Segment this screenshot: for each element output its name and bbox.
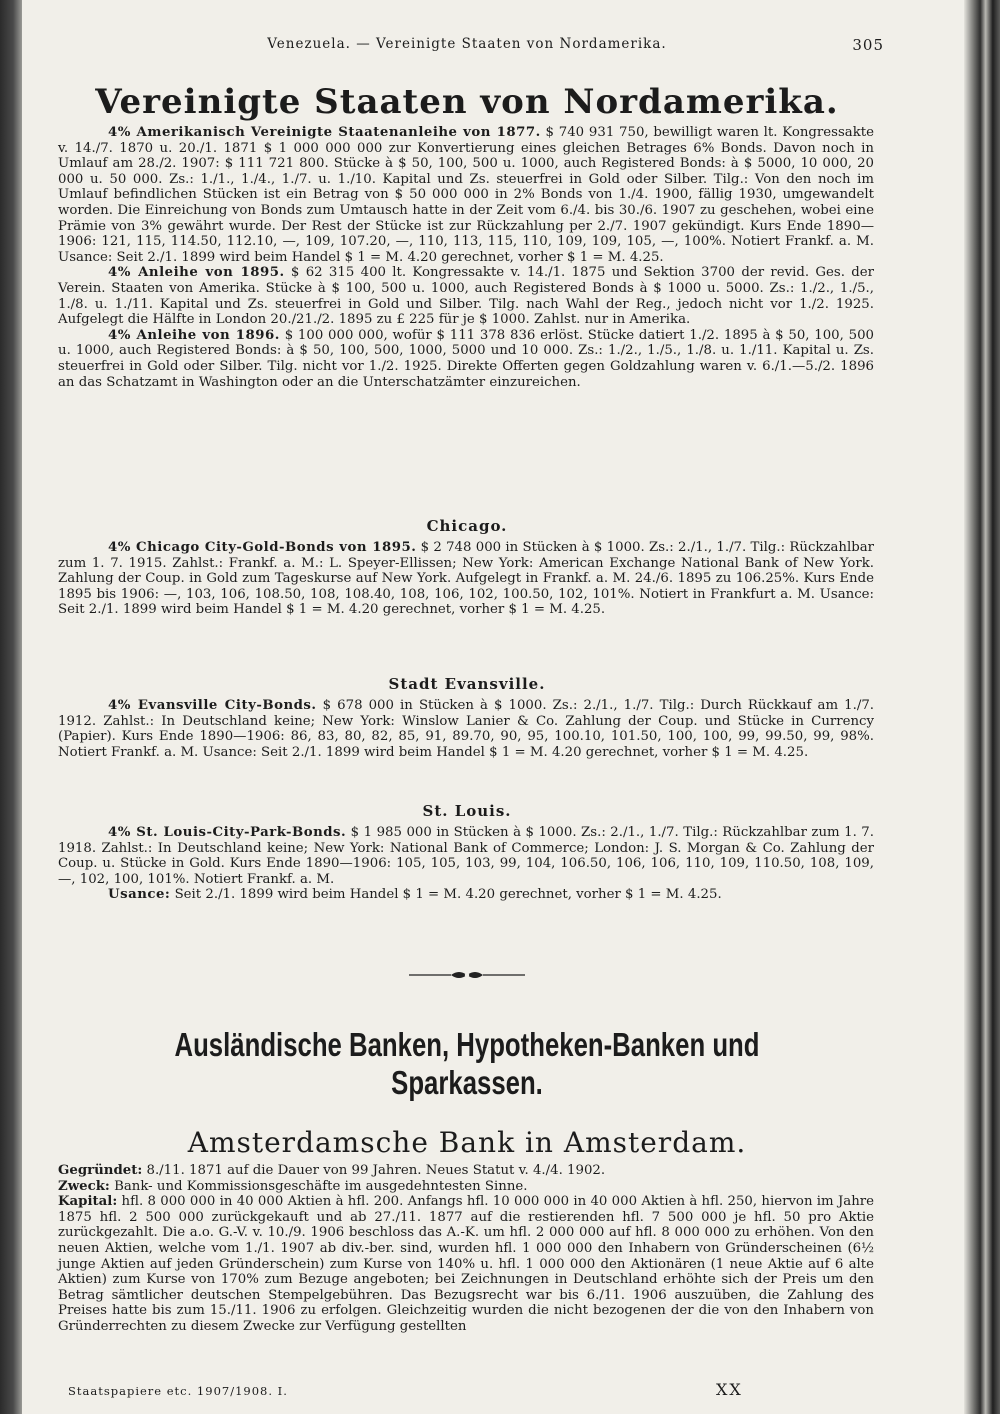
bank-title: Amsterdamsche Bank in Amsterdam. — [187, 1126, 747, 1159]
stlouis-heading: St. Louis. — [422, 802, 512, 820]
usa-loan-1877-heading: 4% Amerikanisch Vereinigte Staatenanleihe von 1877. — [108, 125, 541, 140]
page-title: Vereinigte Staaten von Nordamerika. — [95, 82, 839, 122]
section-title-foreign-banks: Ausländische Banken, Hypotheken-Banken und Sparkassen. — [174, 1026, 760, 1101]
book-binding-right-edge — [964, 0, 1000, 1414]
bank-capital-paragraph — [58, 1194, 874, 1334]
bank-capital-text: hfl. 8 000 000 in 40 000 Aktien à hfl. 200. Anfangs hfl. 10 000 000 in 40 000 Aktien à hfl. 250, hiervon im Jahre 1875 hfl. 2 500 000 zurückgekauft und ab 27./11. 1877 auf die restierenden hfl. 7 500 000 je hfl. 50 pro Aktie zurückgezahlt. Die a.o. G.-V. v. 10./9. 1906 beschloss das A.-K. um hfl. 2 000 000 auf hfl. 8 000 000 zu erhöhen. Von den neuen Aktien, welche vom 1./1. 1907 ab div.-ber. sind, wurden hfl. 1 000 000 den Inhabern von Gründerscheinen (6½ junge Aktien auf jeden Gründerschein) zum Kurse von 140% u. hfl. 1 000 000 den Aktionären (1 neue Aktie auf 6 alte Aktien) zum Kurse von 170% zum Bezuge angeboten; bei Zeichnungen in Deutschland erhöhte sich der Preis um den Betrag sämtlicher deutschen Stempelgebühren. Das Bezugsrecht war bis 6./11. 1906 auszuüben, die Zahlung des Preises hatte bis zum 15./11. 1906 zu erfolgen. Gleichzeitig wurden die nicht bezogenen der die von den Inhabern von Gründerrechten zu diesem Zwecke zur Verfügung gestellten — [58, 1194, 874, 1334]
ornament-divider — [58, 967, 876, 981]
usa-loan-1895-text: $ 62 315 400 lt. Kongressakte v. 14./1. 1875 und Sektion 3700 der revid. Ges. der Verein. Staaten von Amerika. Stücke à $ 100, 500 u. 1000, auch Registered Bonds à $ 1000 u. 5000. Zs.: 1./2., 1./5., 1./8. u. 1./11. Kapital und Zs. steuerfrei in Gold und Silber. Tilg. nach Wahl der Reg., jedoch nicht vor 1./2. 1925. Aufgelegt die Hälfte in London 20./21./2. 1895 zu £ 225 für je $ 1000. Zahlst. nur in Amerika. — [58, 265, 874, 328]
chicago-paragraph — [58, 540, 874, 618]
footer-publication: Staatspapiere etc. 1907/1908. I. — [68, 1384, 288, 1398]
stlouis-bonds-text: $ 1 985 000 in Stücken à $ 1000. Zs.: 2./1., 1./7. Tilg.: Rückzahlbar zum 1. 7. 1918. Zahlst.: In Deutschland keine; New York: National Bank of Commerce; London: J. S. Morgan & Co. Zahlung der Coup. u. Stücke in Gold. Kurs Ende 1890—1906: 105, 105, 103, 99, 104, 106.50, 106, 106, 110, 109, 110.50, 108, 109, —, 102, 100, 101%. Notiert Frankf. a. M. — [58, 825, 874, 887]
usa-loan-1896-heading: 4% Anleihe von 1896. — [108, 327, 280, 343]
running-head: Venezuela. — Vereinigte Staaten von Nordamerika. — [267, 36, 667, 52]
bank-section — [58, 1163, 874, 1335]
stlouis-paragraph — [58, 825, 874, 887]
footer-signature: XX — [716, 1380, 743, 1399]
usa-loan-1896-text: $ 100 000 000, wofür $ 111 378 836 erlöst. Stücke datiert 1./2. 1895 à $ 50, 100, 500 u. 1000, auch Registered Bonds: à $ 50, 100, 500, 1000, 5000 und 10 000. Zs.: 1./2., 1./5., 1./8. u. 1./11. Kapital u. Zs. steuerfrei in Gold oder Silber. Tilg. nicht vor 1./2. 1925. Direkte Offerten gegen Goldzahlung waren v. 6./1.—5./2. 1896 an das Schatzamt in Washington oder an die Unterschatzämter einzureichen. — [58, 327, 874, 390]
bank-purpose-text: Bank- und Kommissionsgeschäfte im ausgedehntesten Sinne. — [114, 1178, 528, 1194]
stlouis-section — [58, 825, 874, 903]
bank-founded-label: Gegründet: — [58, 1163, 143, 1178]
bank-capital-label: Kapital: — [58, 1194, 118, 1210]
stlouis-bonds-heading: 4% St. Louis-City-Park-Bonds. — [108, 825, 347, 840]
ornament-flourish-icon — [407, 968, 527, 982]
stlouis-usance-label: Usance: — [108, 887, 171, 903]
chicago-heading: Chicago. — [426, 517, 508, 535]
usa-loan-1877-paragraph — [58, 125, 874, 265]
stlouis-usance-paragraph — [58, 887, 874, 903]
usa-loan-1895-paragraph — [58, 265, 874, 327]
bank-purpose-label: Zweck: — [58, 1178, 110, 1194]
usa-section — [58, 125, 874, 390]
bank-founded-line — [58, 1163, 874, 1179]
bank-purpose-line — [58, 1179, 874, 1195]
evansville-bonds-heading: 4% Evansville City-Bonds. — [108, 698, 317, 713]
chicago-bonds-text: $ 2 748 000 in Stücken à $ 1000. Zs.: 2./1., 1./7. Tilg.: Rückzahlbar zum 1. 7. 1915. Zahlst.: Frankf. a. M.: L. Speyer-Ellissen; New York: American Exchange National Bank of New York. Zahlung der Coup. in Gold zum Tageskurse auf New York. Aufgelegt in Frankf. a. M. 24./6. 1895 zu 106.25%. Kurs Ende 1895 bis 1906: —, 103, 106, 108.50, 108, 108.40, 108, 106, 102, 100.50, 102, 101%. Notiert in Frankfurt a. M. Usance: Seit 2./1. 1899 wird beim Handel $ 1 = M. 4.20 gerechnet, vorher $ 1 = M. 4.25. — [58, 540, 874, 618]
evansville-paragraph — [58, 698, 874, 760]
bank-founded-text: 8./11. 1871 auf die Dauer von 99 Jahren. Neues Statut v. 4./4. 1902. — [146, 1163, 606, 1178]
usa-loan-1895-heading: 4% Anleihe von 1895. — [108, 265, 285, 281]
page-number: 305 — [852, 36, 884, 54]
chicago-bonds-heading: 4% Chicago City-Gold-Bonds von 1895. — [108, 540, 417, 555]
usa-loan-1877-text: $ 740 931 750, bewilligt waren lt. Kongressakte v. 14./7. 1870 u. 20./1. 1871 $ 1 000 000 000 zur Konvertierung eines gleichen Betrages 6% Bonds. Davon noch in Umlauf am 28./2. 1907: $ 111 721 800. Stücke à $ 50, 100, 500 u. 1000, auch Registered Bonds: à $ 5000, 10 000, 20 000 u. 50 000. Zs.: 1./1., 1./4., 1./7. u. 1./10. Kapital und Zs. steuerfrei in Gold oder Silber. Tilg.: Von den noch im Umlauf befindlichen Stücken ist ein Betrag von $ 50 000 000 in 2% Bonds von 1./4. 1900, fällig 1930, umgewandelt worden. Die Einreichung von Bonds zum Umtausch hatte in der Zeit vom 6./4. bis 30./6. 1907 zu geschehen, wobei eine Prämie von 3% gewährt wurde. Der Rest der Stücke ist zur Rückzahlung per 2./7. 1907 gekündigt. Kurs Ende 1890—1906: 121, 115, 114.50, 112.10, —, 109, 107.20, —, 110, 113, 115, 110, 109, 109, 105, —, 100%. Notiert Frankf. a. M. Usance: Seit 2./1. 1899 wird beim Handel $ 1 = M. 4.20 gerechnet, vorher $ 1 = M. 4.25. — [58, 125, 874, 265]
document-page — [58, 30, 884, 1404]
evansville-heading: Stadt Evansville. — [388, 675, 546, 693]
chicago-section — [58, 540, 874, 618]
evansville-section — [58, 698, 874, 760]
stlouis-usance-text: Seit 2./1. 1899 wird beim Handel $ 1 = M. 4.20 gerechnet, vorher $ 1 = M. 4.25. — [174, 887, 722, 903]
book-binding-left-edge — [0, 0, 22, 1414]
evansville-bonds-text: $ 678 000 in Stücken à $ 1000. Zs.: 2./1., 1./7. Tilg.: Durch Rückkauf am 1./7. 1912. Zahlst.: In Deutschland keine; New York: Winslow Lanier & Co. Zahlung der Coup. und Stücke in Currency (Papier). Kurs Ende 1890—1906: 86, 83, 80, 82, 85, 91, 89.70, 90, 95, 100.10, 101.50, 100, 100, 99, 99.50, 99, 98%. Notiert Frankf. a. M. Usance: Seit 2./1. 1899 wird beim Handel $ 1 = M. 4.20 gerechnet, vorher $ 1 = M. 4.25. — [58, 698, 874, 760]
usa-loan-1896-paragraph — [58, 328, 874, 390]
